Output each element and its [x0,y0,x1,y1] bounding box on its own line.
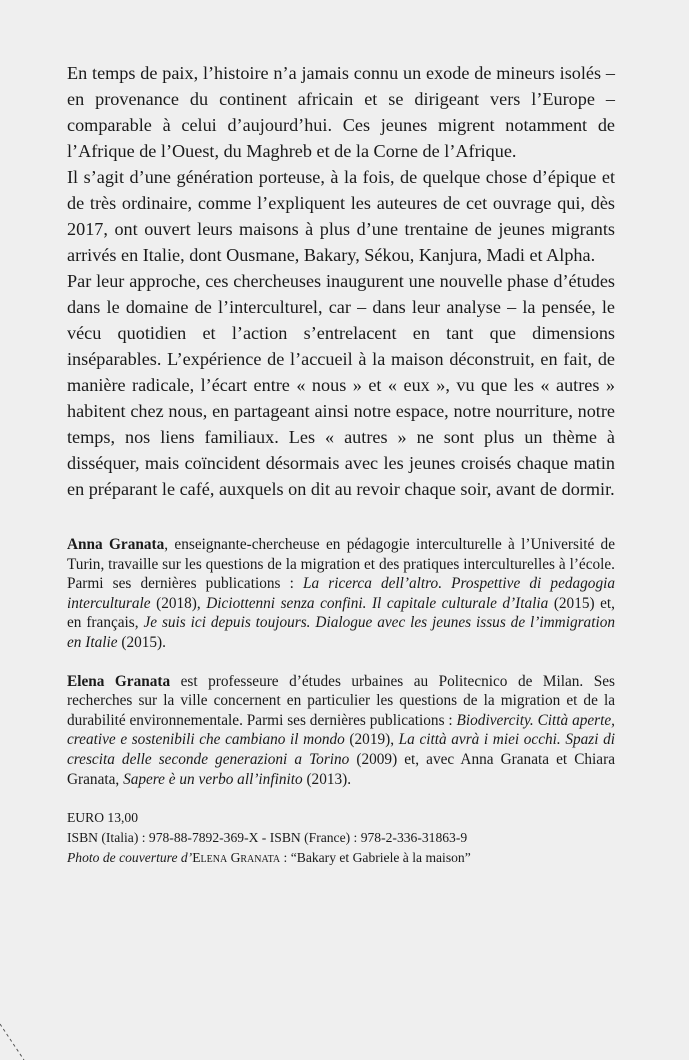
photo-author: Elena Granata [192,850,281,866]
blurb-paragraph-2: Il s’agit d’une génération porteuse, à la fois, de quelque chose d’épique et de très ordinaire, comme l’expliquent les auteures de cet ouvrage qui, dès 2017, ont ouvert leurs maisons à plus d’une trentaine de jeunes migrants arrivés en Italie, dont Ousmane, Bakary, Sékou, Kanjura, Madi et Alpha. [67,167,615,265]
book-title: Biodivercity. Città aperte, creative e sostenibili che cambiano il mondo [67,711,615,749]
book-title: Diciottenni senza confini. Il capitale culturale d’Italia [206,594,549,612]
crop-mark [0,1020,28,1060]
author-bios [67,535,615,789]
back-cover [67,60,615,868]
blurb-paragraph-1: En temps de paix, l’histoire n’a jamais connu un exode de mineurs isolés – en provenance du continent africain et se dirigeant vers l’Europe – comparable à celui d’aujourd’hui. Ces jeunes migrent notamment de l’Afrique de l’Ouest, du Maghreb et de la Corne de l’Afrique. [67,63,615,161]
bio-elena-granata: Elena Granata est professeure d’études urbaines au Politecnico de Milan. Ses recherches sur la ville concernent en particulier les questions de la migration et de la durabilité environnementale. Parmi ses dernières publications : Biodivercity. Città aperte, creative e sostenibili che cambiano il mondo (2019), La città avrà i miei occhi. Spazi di crescita delle seconde generazioni a Torino (2009) et, avec Anna Granata et Chiara Granata, Sapere è un verbo all’infinito (2013). [67,672,615,788]
author-name: Elena Granata [67,672,171,690]
book-title: La ricerca dell’altro. Prospettive di pedagogia interculturale [67,575,615,612]
book-title: La città avrà i miei occhi. Spazi di crescita delle seconde generazioni a Torino [67,731,615,768]
price: EURO 13,00 [67,810,138,826]
book-title: Sapere è un verbo all’infinito [123,770,303,788]
photo-credit: Photo de couverture d’Elena Granata : “Bakary et Gabriele à la maison” [67,850,471,866]
blurb-paragraph-3: Par leur approche, ces chercheuses inaugurent une nouvelle phase d’études dans le domaine de l’interculturel, car – dans leur analyse – la pensée, le vécu quotidien et l’action s’entrelacent en tant que dimensions inséparables. L’expérience de l’accueil à la maison déconstruit, en fait, de manière radicale, l’écart entre « nous » et « eux », vu que les « autres » habitent chez nous, en partageant ainsi notre espace, notre nourriture, notre temps, nos liens familiaux. Les « autres » ne sont plus un thème à disséquer, mais coïncident désormais avec les jeunes croisés chaque matin en préparant le café, auxquels on dit au revoir chaque soir, avant de dormir. [67,271,615,499]
author-name: Anna Granata [67,536,165,553]
book-title: Je suis ici depuis toujours. Dialogue avec les jeunes issus de l’immigration en Italie [67,614,615,651]
blurb [67,60,615,502]
isbn: ISBN (Italia) : 978-88-7892-369-X - ISBN (France) : 978-2-336-31863-9 [67,830,468,846]
colophon [67,808,615,868]
bio-anna-granata: Anna Granata, enseignante-chercheuse en pédagogie interculturelle à l’Université de Turin, travaille sur les questions de la migration et des pratiques interculturelles à l’école. Parmi ses dernières publications : La ricerca dell’altro. Prospettive di pedagogia interculturale (2018), Diciottenni senza confini. Il capitale culturale d’Italia (2015) et, en français, Je suis ici depuis toujours. Dialogue avec les jeunes issus de l’immigration en Italie (2015). [67,536,615,651]
